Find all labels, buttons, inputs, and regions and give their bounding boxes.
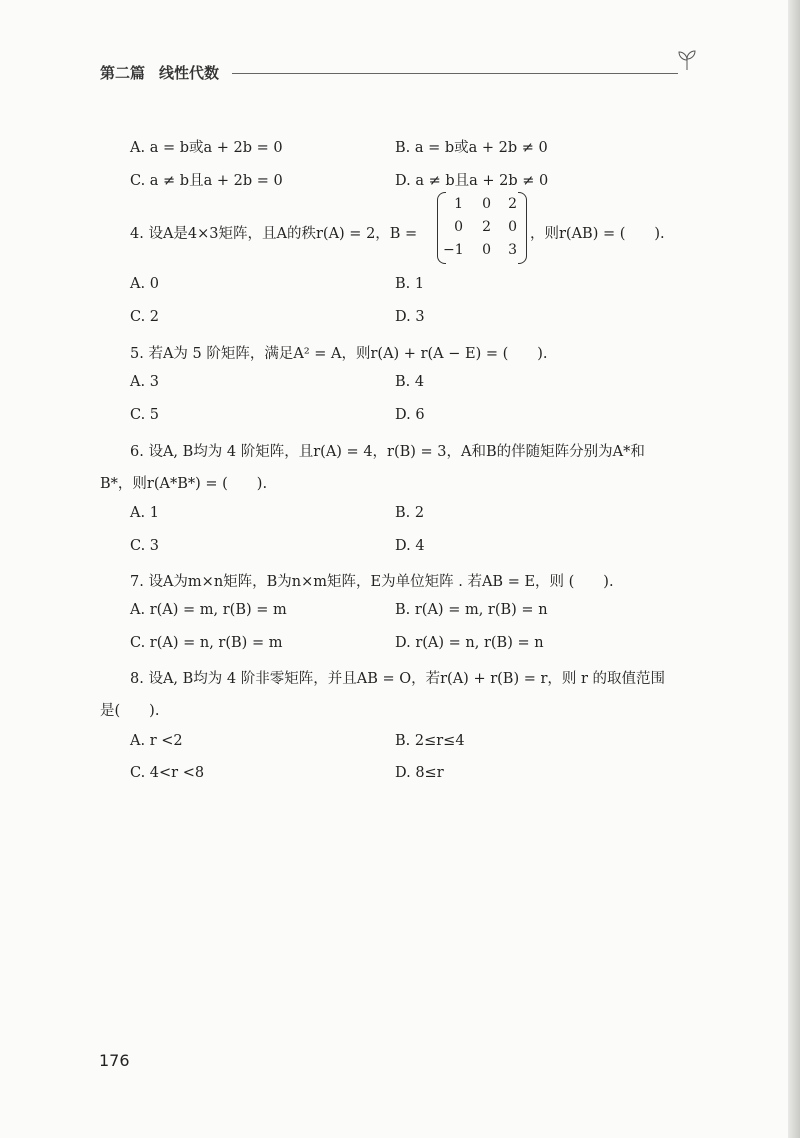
running-header	[100, 58, 700, 86]
matrix-cell: 3	[508, 242, 517, 258]
matrix-cell: 0	[508, 219, 517, 235]
q3-option-b: B. a = b或a + 2b ≠ 0	[395, 140, 548, 156]
q3-option-a: A. a = b或a + 2b = 0	[130, 140, 283, 156]
q7-option-d: D. r(A) = n, r(B) = n	[395, 635, 544, 651]
q6-option-d: D. 4	[395, 538, 425, 554]
q8-option-a: A. r <2	[130, 733, 183, 749]
matrix-b	[437, 192, 527, 262]
sprout-icon	[674, 48, 700, 74]
q6-stem-line1: 6. 设A, B均为 4 阶矩阵，且r(A) = 4，r(B) = 3，A和B的伴随矩阵分别为A*和	[130, 444, 645, 460]
q6-stem-line2: B*，则r(A*B*) = ( ).	[100, 476, 268, 492]
q5-option-c: C. 5	[130, 407, 160, 423]
q4-option-c: C. 2	[130, 309, 160, 325]
chapter-title	[100, 62, 219, 83]
q4-suffix: ，则r(AB) = ( ).	[530, 226, 665, 242]
page-edge	[788, 0, 800, 1138]
q4-option-a: A. 0	[130, 276, 159, 292]
matrix-cell: 0	[482, 196, 491, 212]
q4-prefix: 4. 设A是4×3矩阵，且A的秩r(A) = 2，B =	[130, 226, 418, 242]
header-rule	[232, 73, 678, 74]
q5-stem: 5. 若A为 5 阶矩阵，满足A² = A，则r(A) + r(A − E) = ( ).	[130, 346, 548, 362]
q6-option-b: B. 2	[395, 505, 425, 521]
q5-option-a: A. 3	[130, 374, 159, 390]
part-title: 线性代数	[159, 64, 220, 82]
q4-option-d: D. 3	[395, 309, 425, 325]
matrix-cell: 1	[454, 196, 463, 212]
q7-option-c: C. r(A) = n, r(B) = m	[130, 635, 283, 651]
q7-option-a: A. r(A) = m, r(B) = m	[130, 602, 287, 618]
matrix-cell: 2	[482, 219, 491, 235]
q8-option-d: D. 8≤r	[395, 765, 444, 781]
q8-option-c: C. 4<r <8	[130, 765, 205, 781]
q6-option-c: C. 3	[130, 538, 160, 554]
matrix-right-bracket	[518, 192, 527, 264]
part-label: 第二篇	[100, 64, 146, 82]
q8-stem-line2: 是( ).	[100, 703, 160, 719]
q7-stem: 7. 设A为m×n矩阵，B为n×m矩阵，E为单位矩阵 . 若AB = E，则 ( ).	[130, 574, 614, 590]
matrix-cell: 0	[454, 219, 463, 235]
q5-option-d: D. 6	[395, 407, 425, 423]
q8-stem-line1: 8. 设A, B均为 4 阶非零矩阵，并且AB = O，若r(A) + r(B) = r，则 r 的取值范围	[130, 671, 666, 687]
page-number: 176	[99, 1051, 130, 1070]
q4-option-b: B. 1	[395, 276, 425, 292]
matrix-cell: −1	[443, 242, 464, 258]
q8-option-b: B. 2≤r≤4	[395, 733, 465, 749]
matrix-cell: 0	[482, 242, 491, 258]
q6-option-a: A. 1	[130, 505, 159, 521]
q7-option-b: B. r(A) = m, r(B) = n	[395, 602, 548, 618]
q3-option-c: C. a ≠ b且a + 2b = 0	[130, 173, 283, 189]
q5-option-b: B. 4	[395, 374, 425, 390]
q3-option-d: D. a ≠ b且a + 2b ≠ 0	[395, 173, 549, 189]
matrix-cell: 2	[508, 196, 517, 212]
